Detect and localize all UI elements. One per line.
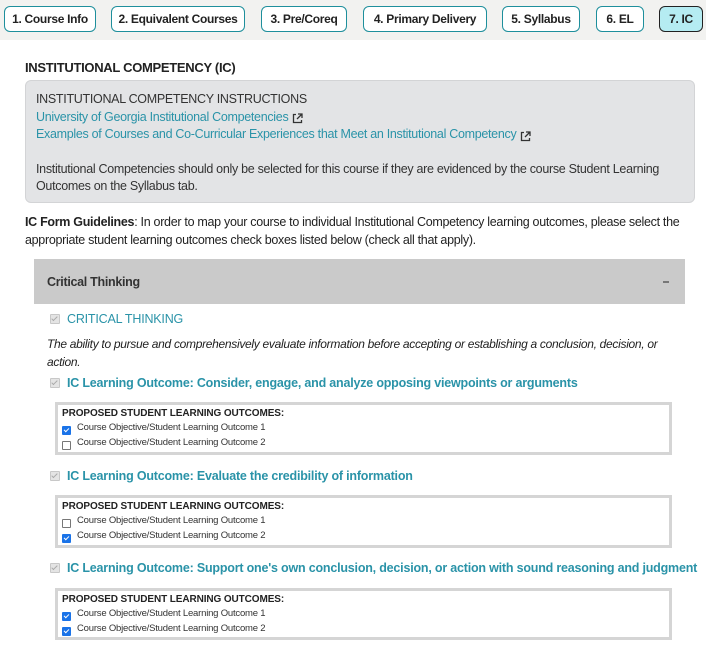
link-examples-of-courses[interactable] — [36, 126, 530, 144]
ic-form-guidelines — [25, 213, 695, 249]
slo-box-1 — [55, 402, 672, 455]
outcome-row-3 — [50, 561, 697, 575]
instructions-heading: INSTITUTIONAL COMPETENCY INSTRUCTIONS — [36, 92, 307, 106]
slo-item — [62, 435, 665, 450]
slo-box-2 — [55, 495, 672, 548]
tab-pre-coreq[interactable]: 3. Pre/Coreq — [261, 6, 347, 32]
section-title: INSTITUTIONAL COMPETENCY (IC) — [25, 60, 236, 75]
competency-checkbox-disabled — [50, 314, 60, 324]
slo-box-3 — [55, 588, 672, 640]
outcome-checkbox-disabled — [50, 563, 60, 573]
tab-equivalent-courses[interactable]: 2. Equivalent Courses — [111, 6, 245, 32]
slo-item — [62, 528, 665, 543]
outcome-label: IC Learning Outcome: Evaluate the credibility of information — [67, 469, 413, 483]
slo-item — [62, 420, 665, 435]
slo-label: Course Objective/Student Learning Outcome 1 — [77, 608, 266, 619]
guidelines-label: IC Form Guidelines — [25, 215, 135, 229]
outcome-row-1 — [50, 376, 578, 390]
slo-checkbox[interactable] — [62, 426, 71, 435]
accordion-title: Critical Thinking — [47, 274, 140, 289]
outcome-checkbox-disabled — [50, 471, 60, 481]
tab-syllabus[interactable]: 5. Syllabus — [502, 6, 580, 32]
external-link-icon — [520, 130, 530, 140]
collapse-minus-icon[interactable] — [663, 281, 669, 283]
slo-header: PROPOSED STUDENT LEARNING OUTCOMES: — [62, 408, 285, 419]
slo-item — [62, 513, 665, 528]
slo-item — [62, 606, 665, 621]
instructions-panel — [25, 80, 695, 203]
tab-primary-delivery[interactable]: 4. Primary Delivery — [363, 6, 487, 32]
slo-checkbox[interactable] — [62, 534, 71, 543]
competency-row — [50, 312, 183, 326]
outcome-label: IC Learning Outcome: Consider, engage, and analyze opposing viewpoints or arguments — [67, 376, 578, 390]
competency-label: CRITICAL THINKING — [67, 312, 184, 326]
slo-checkbox[interactable] — [62, 627, 71, 636]
outcome-checkbox-disabled — [50, 378, 60, 388]
outcome-row-2 — [50, 469, 413, 483]
tab-ic[interactable]: 7. IC — [659, 6, 703, 32]
tab-el[interactable]: 6. EL — [596, 6, 644, 32]
link-label: University of Georgia Institutional Competencies — [36, 109, 289, 124]
link-uga-institutional-competencies[interactable] — [36, 109, 302, 127]
slo-label: Course Objective/Student Learning Outcome 1 — [77, 422, 266, 433]
external-link-icon — [292, 112, 302, 122]
slo-label: Course Objective/Student Learning Outcome 1 — [77, 515, 266, 526]
tab-strip — [0, 0, 706, 40]
slo-header: PROPOSED STUDENT LEARNING OUTCOMES: — [62, 594, 285, 605]
slo-header: PROPOSED STUDENT LEARNING OUTCOMES: — [62, 501, 285, 512]
competency-description: The ability to pursue and comprehensively evaluate information before accepting or establishing a conclusion, decision, or action. — [47, 337, 658, 369]
outcome-label: IC Learning Outcome: Support one's own conclusion, decision, or action with sound reasoning and judgment — [67, 561, 698, 575]
tab-course-info[interactable]: 1. Course Info — [4, 6, 96, 32]
instructions-note: Institutional Competencies should only be selected for this course if they are evidenced by the course Student Learning Outcomes on the Syllabus tab. — [36, 161, 660, 193]
guidelines-text: : In order to map your course to individual Institutional Competency learning outcomes, please select the appropriate student learning outcomes check boxes listed below (check all that apply). — [25, 215, 680, 247]
accordion-critical-thinking[interactable] — [34, 259, 685, 304]
slo-label: Course Objective/Student Learning Outcome 2 — [77, 437, 266, 448]
slo-checkbox[interactable] — [62, 441, 71, 450]
slo-label: Course Objective/Student Learning Outcome 2 — [77, 530, 266, 541]
slo-checkbox[interactable] — [62, 519, 71, 528]
slo-checkbox[interactable] — [62, 612, 71, 621]
link-label: Examples of Courses and Co-Curricular Experiences that Meet an Institutional Competency — [36, 127, 517, 141]
slo-label: Course Objective/Student Learning Outcome 2 — [77, 623, 266, 634]
slo-item — [62, 621, 665, 636]
